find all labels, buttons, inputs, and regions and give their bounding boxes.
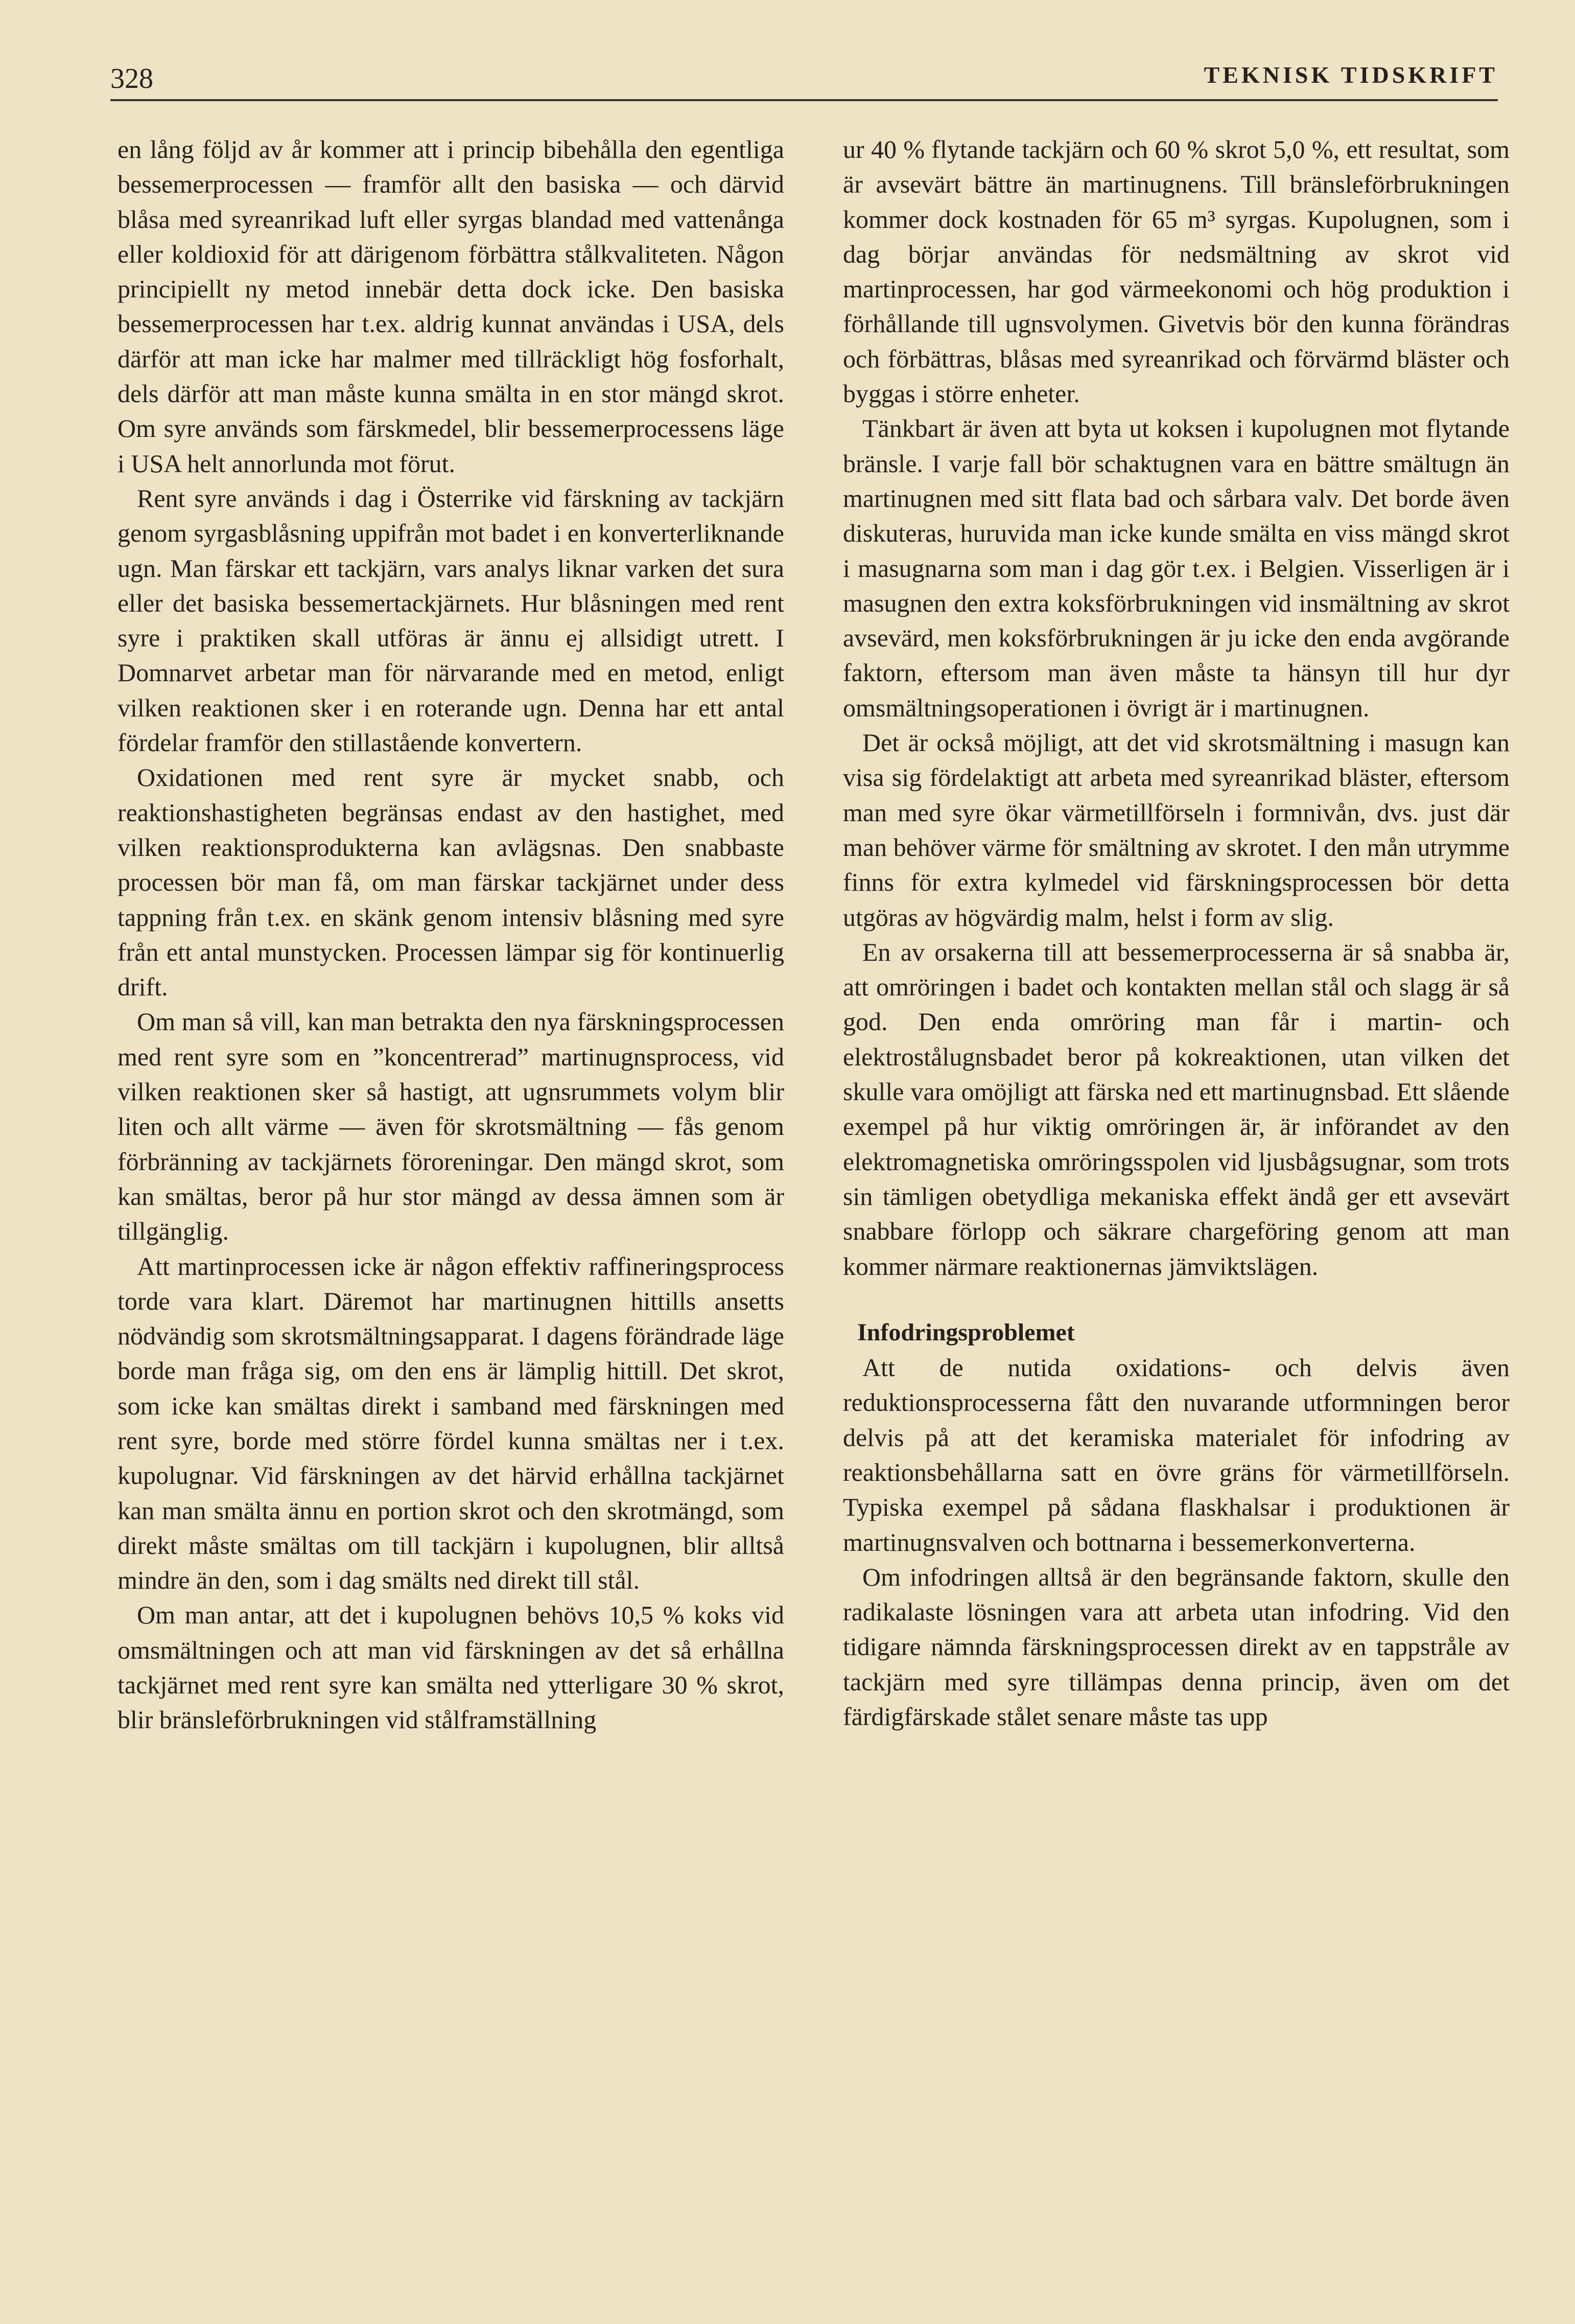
paragraph: Det är också möjligt, att det vid skrotsmältning i masugn kan visa sig fördelaktigt att arbeta med syreanrikad bläster, eftersom man med syre ökar värmetillförseln i formnivån, dvs. just där man behöver värme för smältning av skrotet. I den mån utrymme finns för extra kylmedel vid färskningsprocessen bör detta utgöras av högvärdig malm, helst i form av slig. <box>843 728 1510 932</box>
paragraph: Att de nutida oxidations- och delvis även reduktionsprocesserna fått den nuvarande utformningen beror delvis på att det keramiska materialet för infodring av reaktionsbehållarna satt en övre gräns för värmetillförseln. Typiska exempel på sådana flaskhalsar i produktionen är martinugnsvalven och bottnarna i bessemerkonverterna. <box>843 1353 1510 1556</box>
paragraph: Att martinprocessen icke är någon effektiv raffineringsprocess torde vara klart. Däremot har martinugnen hittills ansetts nödvändig som skrotsmältningsapparat. I dagens förändrade läge borde man fråga sig, om den ens är lämplig hittill. Det skrot, som icke kan smältas direkt i samband med färskningen med rent syre, borde med större fördel kunna smältas ner i t.ex. kupolugnar. Vid färskningen av det härvid erhållna tackjärnet kan man smälta ännu en portion skrot och den skrotmängd, som direkt måste smältas om till tackjärn i kupolugnen, blir alltså mindre än den, som i dag smälts ned direkt till stål. <box>117 1251 784 1595</box>
paragraph: Tänkbart är även att byta ut koksen i kupolugnen mot flytande bränsle. I varje fall bör schaktugnen vara en bättre smältugn än martinugnen med sitt flata bad och sårbara valv. Det borde även diskuteras, huruvida man icke kunde smälta en viss mängd skrot i masugnarna som man i dag gör t.ex. i Belgien. Visserligen är i masugnen den extra koksförbrukningen vid insmältning av skrot avsevärd, men koksförbrukningen är ju icke den enda avgörande faktorn, eftersom man även måste ta hänsyn till hur dyr omsmältningsoperationen i övrigt är i martinugnen. <box>843 414 1510 722</box>
journal-title: TEKNISK TIDSKRIFT <box>1204 62 1498 88</box>
page-header <box>110 47 1498 98</box>
page-number: 328 <box>110 63 153 95</box>
paragraph: En av orsakerna till att bessemerprocesserna är så snabba är, att omröringen i badet och kontakten mellan stål och slagg är så god. Den enda omröring man får i martin- och elektrostålugnsbadet beror på kokreaktionen, utan vilken det skulle vara omöjligt att färska ned ett martinugnsbad. Ett slående exempel på hur viktig omröringen är, är införandet av den elektromagnetiska omröringsspolen vid ljusbågsugnar, som trots sin tämligen obetydliga mekaniska effekt ändå ger ett avsevärt snabbare förlopp och säkrare chargeföring genom att man kommer närmare reaktionernas jämviktslägen. <box>843 937 1510 1281</box>
left-column <box>117 132 784 1737</box>
paragraph: Om man så vill, kan man betrakta den nya färskningsprocessen med rent syre som en ”koncentrerad” martinugnsprocess, vid vilken reaktionen sker så hastigt, att ugnsrummets volym blir liten och allt värme — även för skrotsmältning — fås genom förbränning av tackjärnets föroreningar. Den mängd skrot, som kan smältas, beror på hur stor mängd av dessa ämnen som är tillgänglig. <box>117 1007 784 1246</box>
paragraph: Om infodringen alltså är den begränsande faktorn, skulle den radikalaste lösningen vara att arbeta utan infodring. Vid den tidigare nämnda färskningsprocessen direkt av en tappstråle av tackjärn med syre tillämpas denna princip, även om det färdigfärskade stålet senare måste tas upp <box>843 1562 1510 1731</box>
paragraph: Oxidationen med rent syre är mycket snabb, och reaktionshastigheten begränsas endast av den hastighet, med vilken reaktionsprodukterna kan avlägsnas. Den snabbaste processen bör man få, om man färskar tackjärnet under dess tappning från t.ex. en skänk genom intensiv blåsning med syre från ett antal munstycken. Processen lämpar sig för kontinuerlig drift. <box>117 763 784 1002</box>
paragraph: Rent syre används i dag i Österrike vid färskning av tackjärn genom syrgasblåsning uppifrån mot badet i en konverterliknande ugn. Man färskar ett tackjärn, vars analys liknar varken det sura eller det basiska bessemertackjärnets. Hur blåsningen med rent syre i praktiken skall utföras är ännu ej allsidigt utrett. I Domnarvet arbetar man för närvarande med en metod, enligt vilken reaktionen sker i en roterande ugn. Denna har ett antal fördelar framför den stillastående konvertern. <box>117 483 784 757</box>
paragraph: Om man antar, att det i kupolugnen behövs 10,5 % koks vid omsmältningen och att man vid färskningen av det så erhållna tackjärnet med rent syre kan smälta ned ytterligare 30 % skrot, blir bränsleförbrukningen vid stålframställning <box>117 1600 784 1734</box>
paragraph: ur 40 % flytande tackjärn och 60 % skrot 5,0 %, ett resultat, som är avsevärt bättre än martinugnens. Till bränsleförbrukningen kommer dock kostnaden för 65 m³ syrgas. Kupolugnen, som i dag börjar användas för nedsmältning av skrot vid martinprocessen, har god värmeekonomi och hög produktion i förhållande till ugnsvolymen. Givetvis bör den kunna förändras och förbättras, blåsas med syreanrikad och förvärmd bläster och byggas i större enheter. <box>843 135 1510 408</box>
section-heading: Infodringsproblemet <box>857 1318 1075 1346</box>
right-column <box>843 132 1510 1734</box>
paragraph: en lång följd av år kommer att i princip bibehålla den egentliga bessemerprocessen — framför allt den basiska — och därvid blåsa med syreanrikad luft eller syrgas blandad med vattenånga eller koldioxid för att därigenom förbättra stålkvaliteten. Någon principiellt ny metod innebär detta dock icke. Den basiska bessemerprocessen har t.ex. aldrig kunnat användas i USA, dels därför att man icke har malmer med tillräckligt hög fosforhalt, dels därför att man måste kunna smälta in en stor mängd skrot. Om syre används som färskmedel, blir bessemerprocessens läge i USA helt annorlunda mot förut. <box>117 135 784 478</box>
header-rule <box>110 99 1498 101</box>
